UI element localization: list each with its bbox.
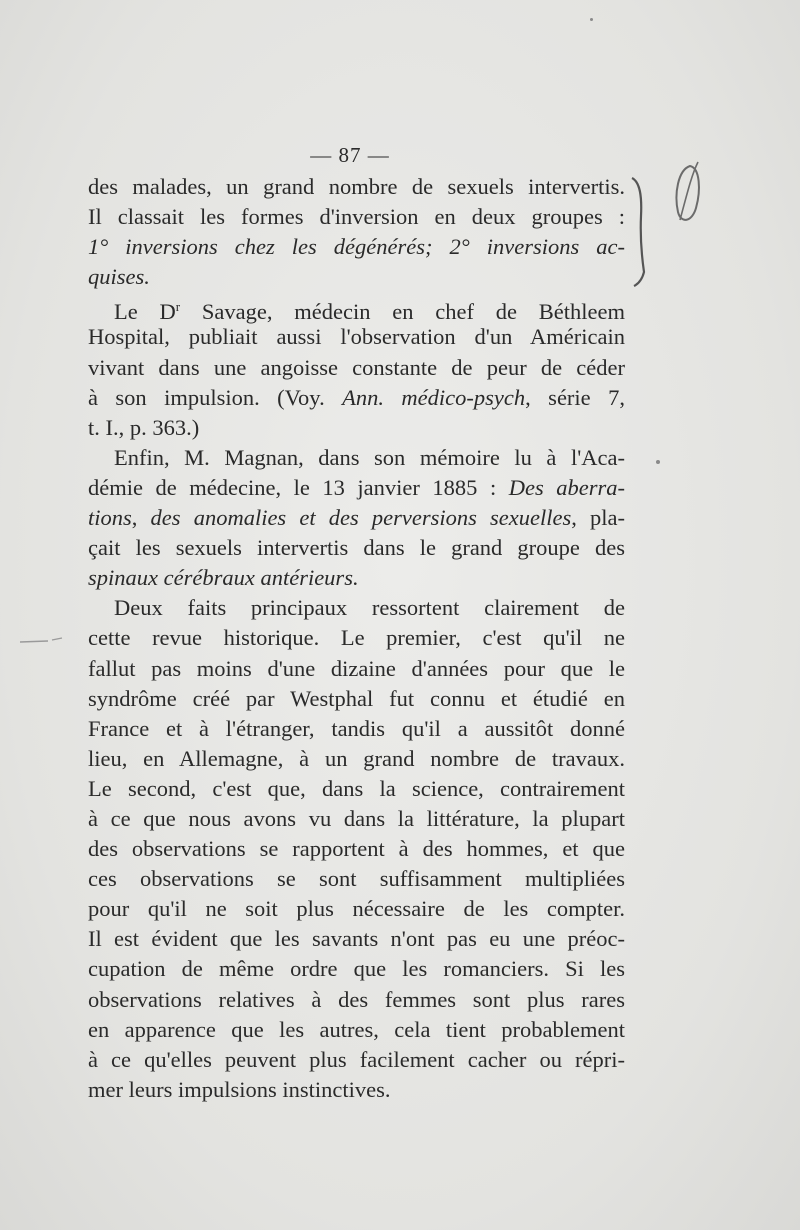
text-line: spinaux cérébraux antérieurs. bbox=[88, 565, 359, 591]
text-line: en apparence que les autres, cela tient probablement bbox=[88, 1016, 625, 1042]
text-line: Le $D^r$ Savage, médecin en chef de Béthleem bbox=[114, 299, 625, 325]
pencil-bracket-mark bbox=[630, 176, 646, 288]
text-line: mer leurs impulsions instinctives. bbox=[88, 1076, 391, 1102]
text-line: Il classait les formes d'inversion en deux groupes : bbox=[88, 204, 625, 230]
speck bbox=[656, 460, 660, 464]
speck bbox=[590, 18, 593, 21]
text-line: fallut pas moins d'une dizaine d'années pour que le bbox=[88, 655, 625, 681]
page-number: — 87 — bbox=[310, 143, 390, 167]
text-line: France et à l'étranger, tandis qu'il a aussitôt donné bbox=[88, 715, 625, 741]
body-text bbox=[88, 172, 625, 1105]
text-line: vivant dans une angoisse constante de peur de céder bbox=[88, 354, 625, 380]
text-line: quises. bbox=[88, 264, 150, 290]
text-line: des observations se rapportent à des hommes, et que bbox=[88, 836, 625, 862]
text-line: ces observations se sont suffisamment multipliées bbox=[88, 866, 625, 892]
text-line: Le second, c'est que, dans la science, contrairement bbox=[88, 775, 625, 801]
text-line: à son impulsion. (Voy. Ann. médico-psych, série 7, bbox=[88, 384, 625, 410]
text-line: Deux faits principaux ressortent clairement de bbox=[114, 595, 625, 621]
text-line: à ce que nous avons vu dans la littérature, la plupart bbox=[88, 805, 625, 831]
text-line: çait les sexuels intervertis dans le grand groupe des bbox=[88, 535, 625, 561]
text-line: pour qu'il ne soit plus nécessaire de les compter. bbox=[88, 896, 625, 922]
text-line: Enfin, M. Magnan, dans son mémoire lu à l'Aca- bbox=[114, 444, 625, 470]
text-line: cupation de même ordre que les romanciers. Si les bbox=[88, 956, 625, 982]
text-line: observations relatives à des femmes sont plus rares bbox=[88, 986, 625, 1012]
text-line: 1° inversions chez les dégénérés; 2° inversions ac- bbox=[88, 234, 625, 260]
handwritten-zero-mark bbox=[668, 160, 708, 230]
text-line: syndrôme créé par Westphal fut connu et étudié en bbox=[88, 685, 625, 711]
text-line: cette revue historique. Le premier, c'est qu'il ne bbox=[88, 625, 625, 651]
text-line: à ce qu'elles peuvent plus facilement cacher ou répri- bbox=[88, 1046, 625, 1072]
margin-dash-mark bbox=[18, 636, 64, 646]
text-line: des malades, un grand nombre de sexuels intervertis. bbox=[88, 174, 625, 199]
text-line: démie de médecine, le 13 janvier 1885 : Des aberra- bbox=[88, 474, 625, 500]
text-line: lieu, en Allemagne, à un grand nombre de travaux. bbox=[88, 745, 625, 771]
text-line: tions, des anomalies et des perversions sexuelles, pla- bbox=[88, 505, 625, 531]
text-line: t. I., p. 363.) bbox=[88, 414, 200, 440]
text-line: Hospital, publiait aussi l'observation d'un Américain bbox=[88, 324, 625, 350]
text-line: Il est évident que les savants n'ont pas eu une préoc- bbox=[88, 926, 625, 952]
